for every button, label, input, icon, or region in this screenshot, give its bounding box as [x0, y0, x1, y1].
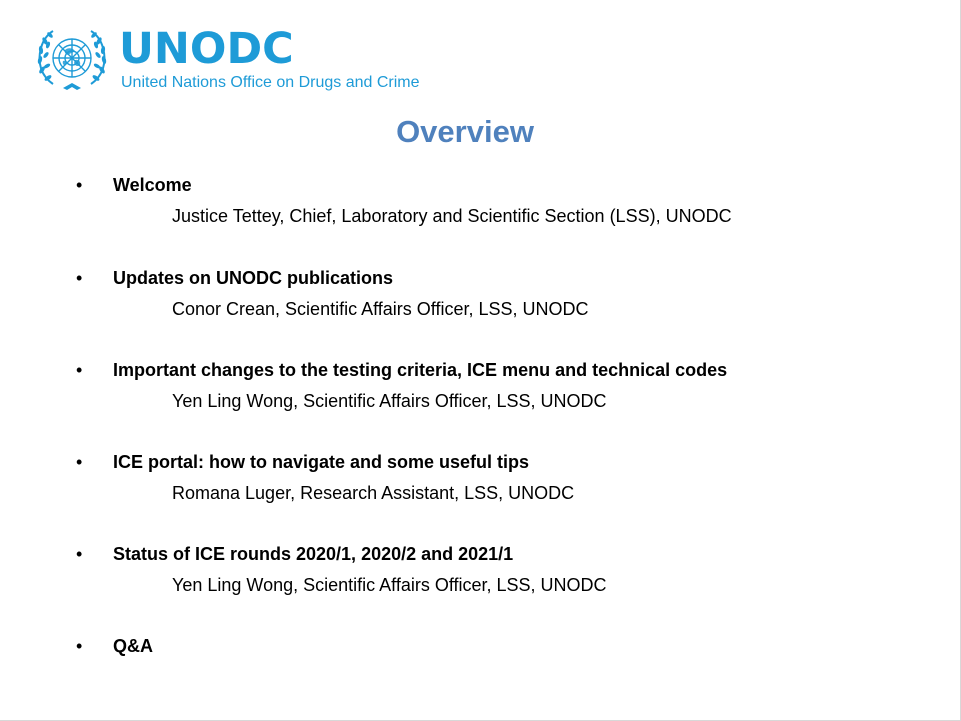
agenda-item-speaker: Yen Ling Wong, Scientific Affairs Officer, LSS, UNODC	[172, 575, 607, 595]
agenda-item-speaker: Conor Crean, Scientific Affairs Officer, LSS, UNODC	[172, 299, 589, 319]
agenda-item-speaker: Romana Luger, Research Assistant, LSS, UNODC	[172, 483, 575, 503]
agenda-item-speaker: Justice Tettey, Chief, Laboratory and Scientific Section (LSS), UNODC	[172, 206, 732, 226]
bullet: •	[76, 175, 83, 195]
logo-full-name: United Nations Office on Drugs and Crime	[121, 74, 420, 91]
agenda-item-title: Updates on UNODC publications	[113, 268, 394, 288]
page-title: Overview	[396, 114, 534, 149]
bullet: •	[76, 360, 83, 380]
bullet: •	[76, 636, 83, 656]
bullet: •	[76, 544, 83, 564]
agenda-item-speaker: Yen Ling Wong, Scientific Affairs Officer, LSS, UNODC	[172, 391, 607, 411]
logo-acronym: UNODC	[119, 24, 294, 74]
agenda-item-title: ICE portal: how to navigate and some useful tips	[113, 452, 530, 472]
bullet: •	[76, 452, 83, 472]
agenda-item-title: Status of ICE rounds 2020/1, 2020/2 and 2021/1	[113, 544, 514, 564]
agenda-item-title: Welcome	[113, 175, 192, 195]
agenda-item-title: Important changes to the testing criteria, ICE menu and technical codes	[113, 360, 728, 380]
bullet: •	[76, 268, 83, 288]
agenda-item-title: Q&A	[113, 636, 153, 656]
